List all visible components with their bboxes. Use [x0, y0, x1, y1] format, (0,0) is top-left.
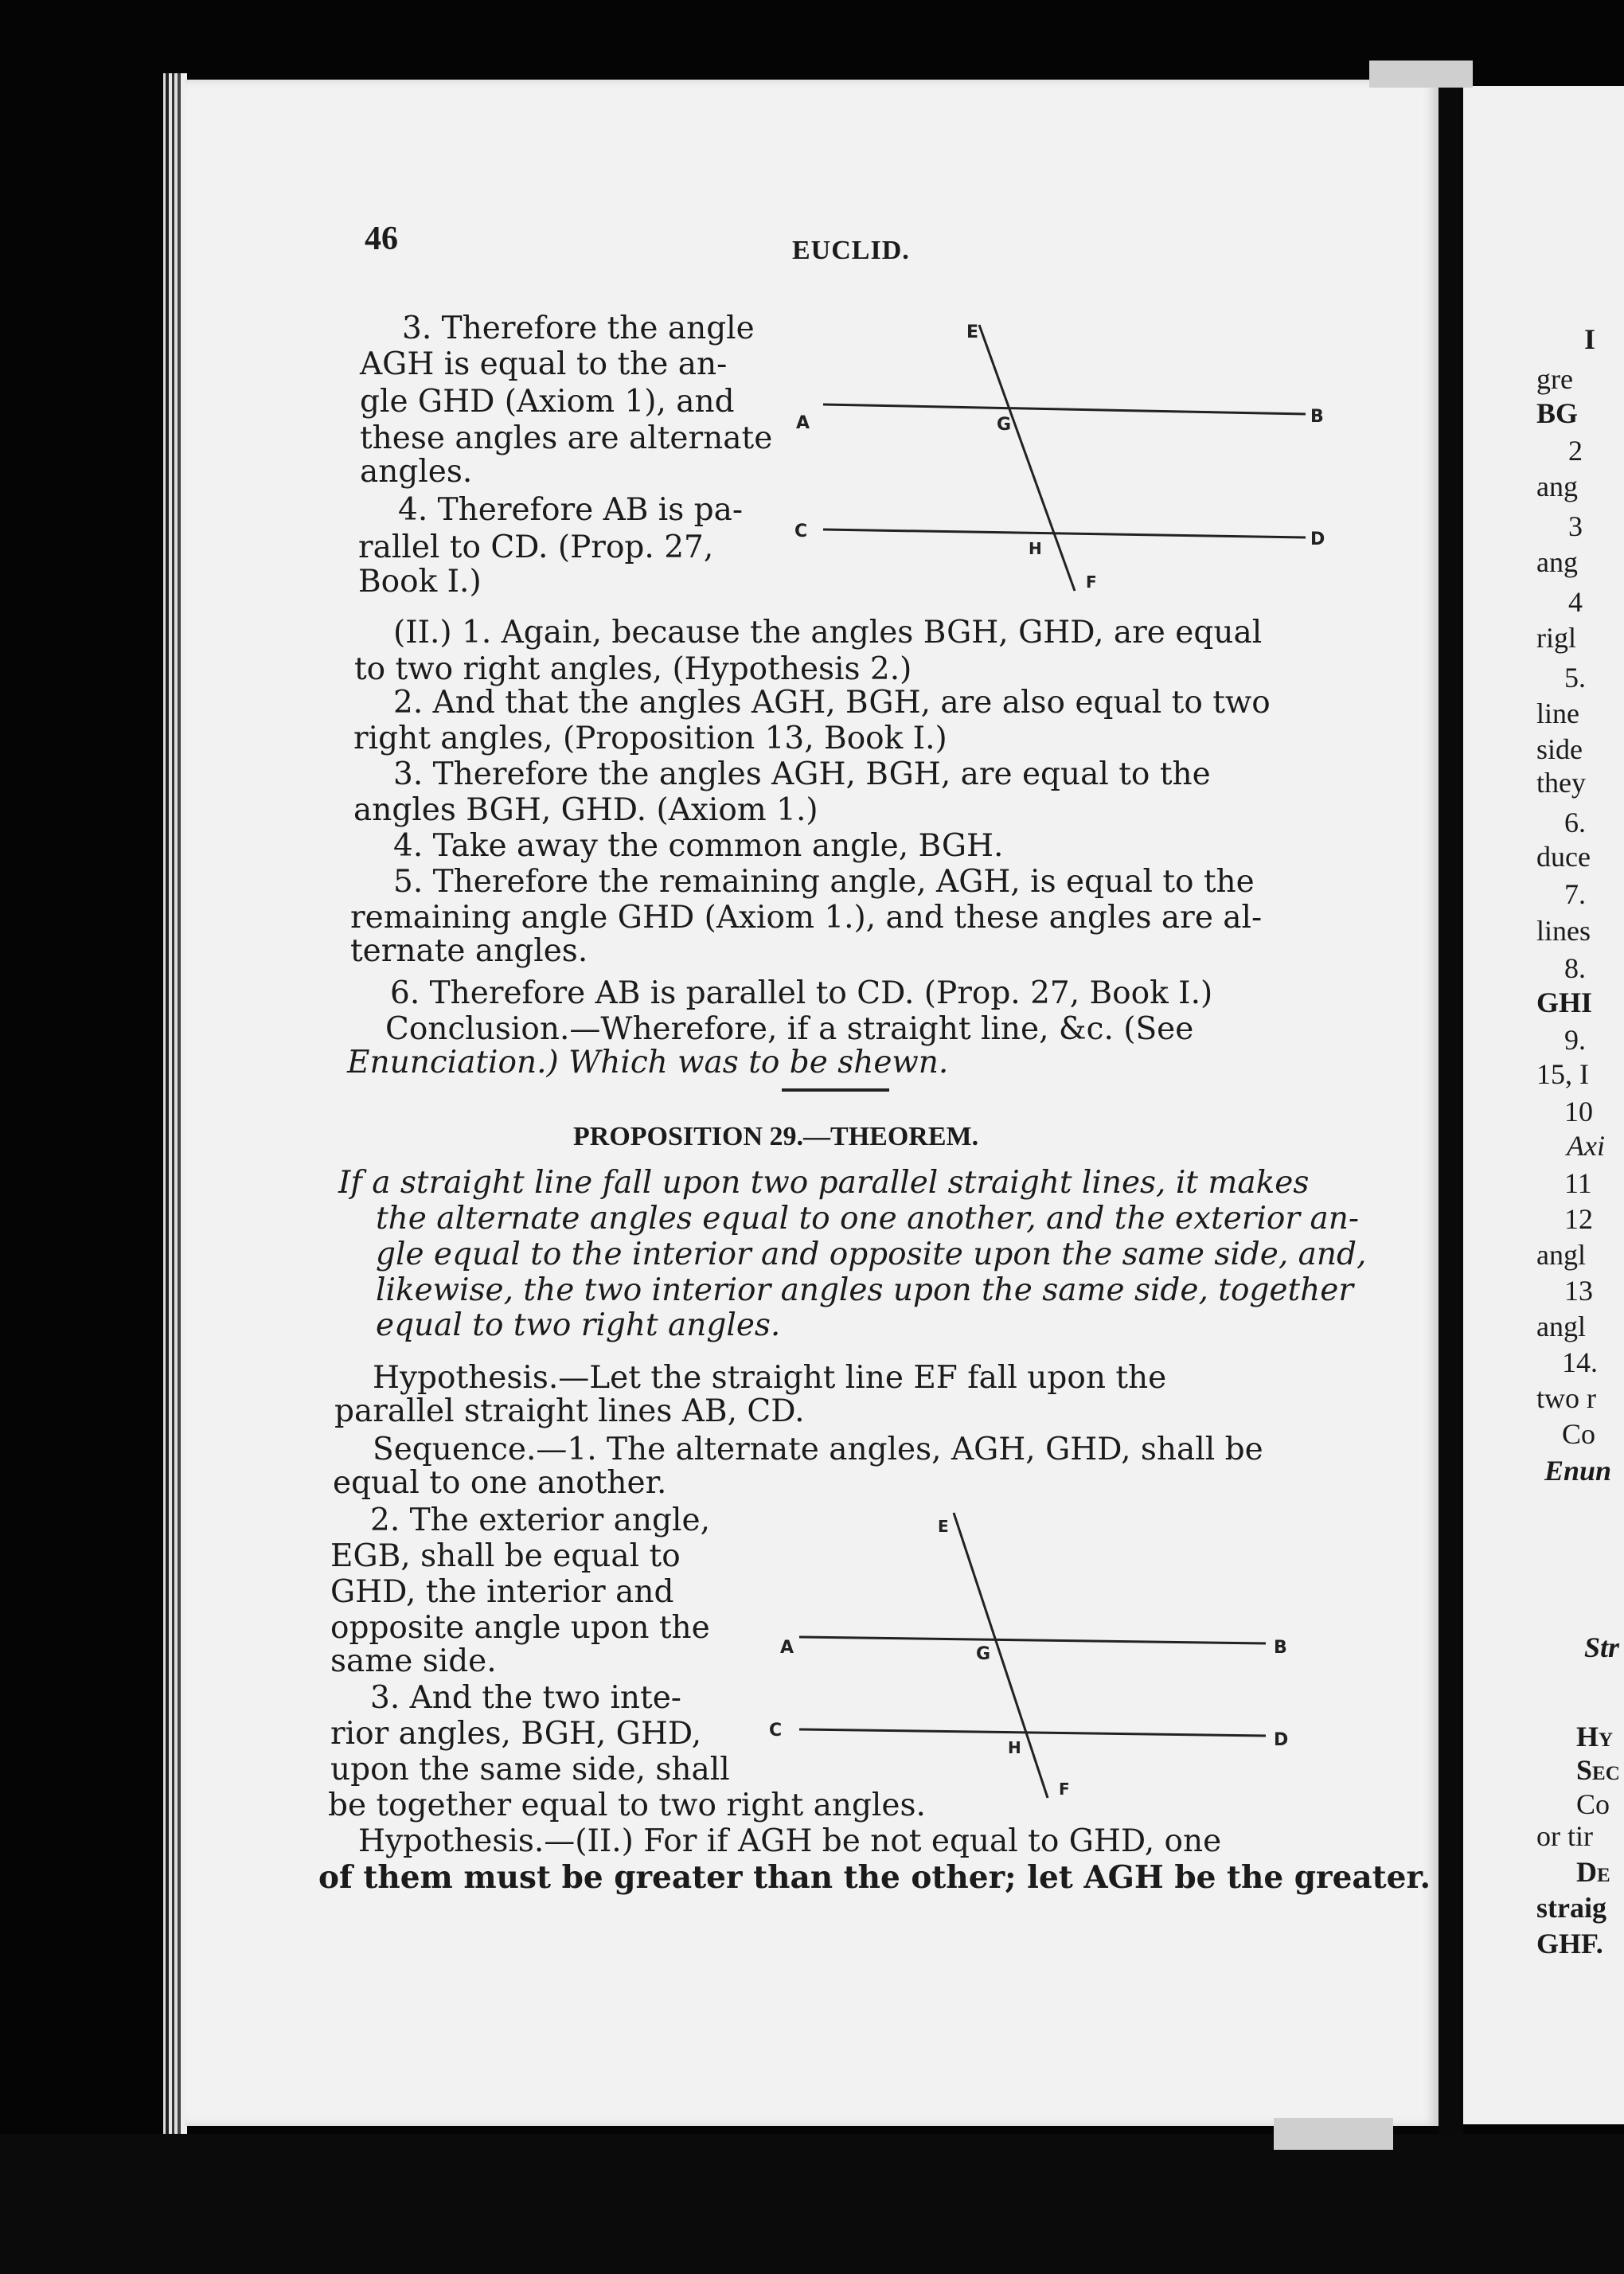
right-fragment: lines — [1536, 915, 1591, 947]
right-fragment: Axi — [1567, 1130, 1605, 1162]
right-fragment: duce — [1536, 841, 1591, 873]
right-fragment: 11 — [1564, 1167, 1592, 1199]
part2-line: 4. Take away the common angle, BGH. — [393, 828, 1004, 864]
enunciation-line: gle equal to the interior and opposite upon the same side, and, — [376, 1237, 1367, 1272]
book-spine-edge — [163, 73, 187, 2175]
label-B: B — [1310, 407, 1324, 427]
figure-bottom — [764, 1505, 1314, 1807]
right-fragment: 2 — [1568, 435, 1583, 467]
hypothesis-line: parallel straight lines AB, CD. — [334, 1393, 805, 1429]
side-line: EGB, shall be equal to — [330, 1538, 681, 1574]
page-tab-top — [1369, 61, 1473, 88]
side-line: upon the same side, shall — [330, 1752, 730, 1788]
step3-line: angles. — [360, 454, 473, 490]
label-C: C — [769, 1721, 783, 1741]
right-fragment: angl — [1536, 1311, 1586, 1342]
right-fragment: 15, I — [1536, 1058, 1589, 1090]
side-line: same side. — [330, 1643, 497, 1679]
part2-line: ternate angles. — [350, 933, 588, 969]
step3-line: 3. Therefore the angle — [402, 311, 755, 346]
right-fragment: 6. — [1564, 807, 1586, 838]
right-fragment: Enun — [1544, 1455, 1612, 1487]
sequence-line: Sequence.—1. The alternate angles, AGH, GHD, shall be — [373, 1432, 1263, 1467]
page-gutter — [1439, 88, 1463, 2134]
right-fragment: Str — [1584, 1631, 1620, 1663]
right-fragment: angl — [1536, 1239, 1586, 1271]
right-fragment: ang — [1536, 546, 1578, 578]
part2-line: 2. And that the angles AGH, BGH, are also equal to two — [393, 685, 1271, 721]
line-CD — [799, 1729, 1266, 1736]
enunciation-line: If a straight line fall upon two parallel straight lines, it makes — [338, 1165, 1310, 1201]
right-fragment: straig — [1536, 1892, 1606, 1924]
conclusion-line: Conclusion.—Wherefore, if a straight line, &c. (See — [385, 1011, 1194, 1047]
label-B: B — [1274, 1638, 1287, 1658]
label-H: H — [1008, 1738, 1021, 1757]
right-fragment: GHI — [1536, 987, 1593, 1018]
label-A: A — [780, 1638, 794, 1658]
right-fragment: BG — [1536, 397, 1579, 429]
label-D: D — [1274, 1730, 1289, 1750]
right-fragment: 14. — [1562, 1346, 1598, 1378]
section-divider — [782, 1088, 889, 1092]
label-G: G — [976, 1644, 991, 1664]
side-line: opposite angle upon the — [330, 1610, 710, 1646]
right-fragment: gre — [1536, 363, 1573, 395]
page-number: 46 — [365, 221, 398, 257]
right-fragment: GHF. — [1536, 1928, 1603, 1959]
right-fragment: side — [1536, 733, 1583, 765]
step4-line: 4. Therefore AB is pa- — [398, 492, 744, 528]
line-AB — [799, 1637, 1266, 1643]
step3-line: gle GHD (Axiom 1), and — [360, 384, 735, 420]
hypothesis-line: Hypothesis.—Let the straight line EF fall upon the — [373, 1360, 1167, 1396]
label-A: A — [796, 413, 810, 433]
label-E: E — [938, 1517, 949, 1536]
label-F: F — [1059, 1780, 1070, 1799]
scan-background — [0, 2134, 1624, 2274]
right-fragment: two r — [1536, 1382, 1596, 1414]
label-H: H — [1029, 539, 1042, 558]
hypothesis-ii-line: Hypothesis.—(II.) For if AGH be not equal to GHD, one — [358, 1823, 1222, 1859]
right-fragment: 3 — [1568, 510, 1583, 542]
line-EF — [954, 1513, 1048, 1798]
part2-line: right angles, (Proposition 13, Book I.) — [353, 721, 947, 756]
side-line: 2. The exterior angle, — [370, 1502, 710, 1538]
sequence-line: equal to one another. — [333, 1465, 667, 1501]
part2-line: remaining angle GHD (Axiom 1.), and these angles are al- — [350, 900, 1263, 936]
right-fragment: 10 — [1564, 1096, 1593, 1127]
part2-line: to two right angles, (Hypothesis 2.) — [354, 651, 912, 687]
label-G: G — [997, 415, 1012, 435]
figure-top — [788, 311, 1337, 605]
hypothesis-ii-line: of them must be greater than the other; let AGH be the greater. — [318, 1859, 1431, 1896]
side-line: 3. And the two inte- — [370, 1680, 681, 1716]
page-tab-bottom — [1274, 2118, 1393, 2150]
part2-line: 5. Therefore the remaining angle, AGH, is equal to the — [393, 864, 1255, 900]
part2-line: 6. Therefore AB is parallel to CD. (Prop. 27, Book I.) — [390, 975, 1213, 1011]
enunciation-line: likewise, the two interior angles upon the same side, together — [376, 1272, 1353, 1308]
part2-line: (II.) 1. Again, because the angles BGH, GHD, are equal — [393, 615, 1263, 651]
right-fragment: 4 — [1568, 586, 1583, 618]
right-fragment: 5. — [1564, 662, 1586, 694]
right-fragment: they — [1536, 767, 1586, 799]
step3-line: these angles are alternate — [360, 420, 773, 456]
enunciation-line: equal to two right angles. — [376, 1307, 781, 1343]
right-fragment: Co — [1562, 1418, 1596, 1450]
tail-line: be together equal to two right angles. — [328, 1788, 926, 1823]
label-D: D — [1310, 529, 1325, 549]
running-head: EUCLID. — [792, 236, 910, 265]
right-fragment: or tir — [1536, 1820, 1593, 1852]
line-EF — [979, 325, 1075, 591]
part2-line: angles BGH, GHD. (Axiom 1.) — [353, 792, 818, 828]
right-fragment: line — [1536, 697, 1579, 729]
line-CD — [823, 529, 1306, 537]
right-fragment: Sec — [1576, 1754, 1620, 1786]
right-fragment: 12 — [1564, 1203, 1593, 1235]
conclusion-line: Enunciation.) Which was to be shewn. — [347, 1045, 949, 1080]
right-fragment: I — [1584, 323, 1596, 355]
right-fragment: De — [1576, 1856, 1610, 1888]
right-fragment: 13 — [1564, 1275, 1593, 1307]
step4-line: Book I.) — [358, 564, 482, 600]
right-fragment: Hy — [1576, 1721, 1614, 1752]
right-fragment: 8. — [1564, 952, 1586, 984]
side-line: rior angles, BGH, GHD, — [330, 1716, 702, 1752]
proposition-heading: PROPOSITION 29.—THEOREM. — [573, 1122, 979, 1151]
right-fragment: ang — [1536, 471, 1578, 502]
label-F: F — [1086, 572, 1097, 592]
step3-line: AGH is equal to the an- — [360, 346, 728, 382]
part2-line: 3. Therefore the angles AGH, BGH, are equal to the — [393, 756, 1211, 792]
step4-line: rallel to CD. (Prop. 27, — [358, 529, 714, 565]
line-AB — [823, 404, 1306, 414]
label-E: E — [966, 322, 979, 342]
right-fragment: 7. — [1564, 878, 1586, 910]
side-line: GHD, the interior and — [330, 1574, 674, 1610]
right-fragment: rigl — [1536, 622, 1576, 654]
right-fragment: Co — [1576, 1788, 1610, 1820]
right-fragment: 9. — [1564, 1024, 1586, 1056]
enunciation-line: the alternate angles equal to one another, and the exterior an- — [376, 1201, 1359, 1237]
label-C: C — [794, 522, 808, 541]
